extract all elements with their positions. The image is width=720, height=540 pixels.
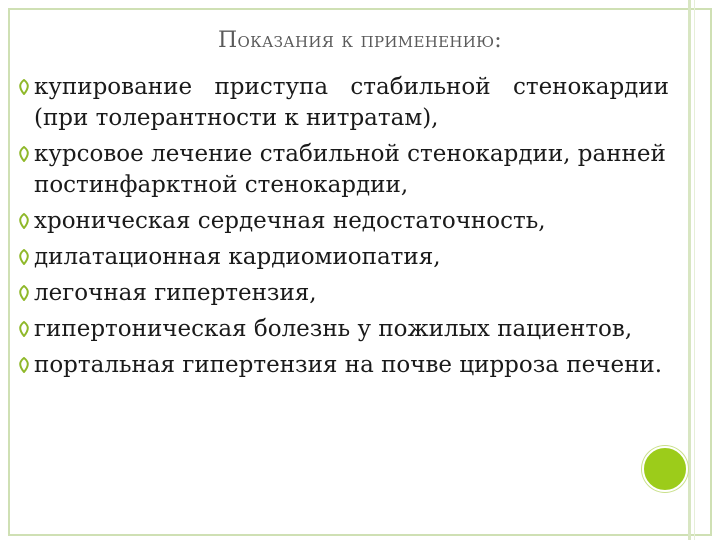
list-item xyxy=(17,242,669,273)
list-item-text: портальная гипертензия на почве цирроза печени. xyxy=(34,352,663,378)
list-item xyxy=(17,206,669,237)
leaf-bullet-icon xyxy=(17,146,31,162)
list-item xyxy=(17,72,669,134)
list-item xyxy=(17,139,669,201)
list-item xyxy=(17,314,669,345)
leaf-bullet-icon xyxy=(17,213,31,229)
leaf-bullet-icon xyxy=(17,285,31,301)
list-item xyxy=(17,278,669,309)
decorative-rule xyxy=(688,0,691,540)
leaf-bullet-icon xyxy=(17,249,31,265)
bullet-list xyxy=(17,72,669,386)
list-item-text: дилатационная кардиомиопатия, xyxy=(34,244,441,270)
list-item-text: легочная гипертензия, xyxy=(34,280,317,306)
slide-title: Показания к применению: xyxy=(218,28,502,53)
list-item-text: курсовое лечение стабильной стенокардии, ранней постинфарктной стенокардии, xyxy=(34,141,666,198)
list-item xyxy=(17,350,669,381)
decorative-green-circle xyxy=(642,446,688,492)
list-item-text: купирование приступа стабильной стенокардии (при толерантности к нитратам), xyxy=(34,74,669,131)
leaf-bullet-icon xyxy=(17,321,31,337)
decorative-rule-thin xyxy=(694,0,695,540)
list-item-text: хроническая сердечная недостаточность, xyxy=(34,208,546,234)
leaf-bullet-icon xyxy=(17,357,31,373)
leaf-bullet-icon xyxy=(17,79,31,95)
list-item-text: гипертоническая болезнь у пожилых пациентов, xyxy=(34,316,633,342)
